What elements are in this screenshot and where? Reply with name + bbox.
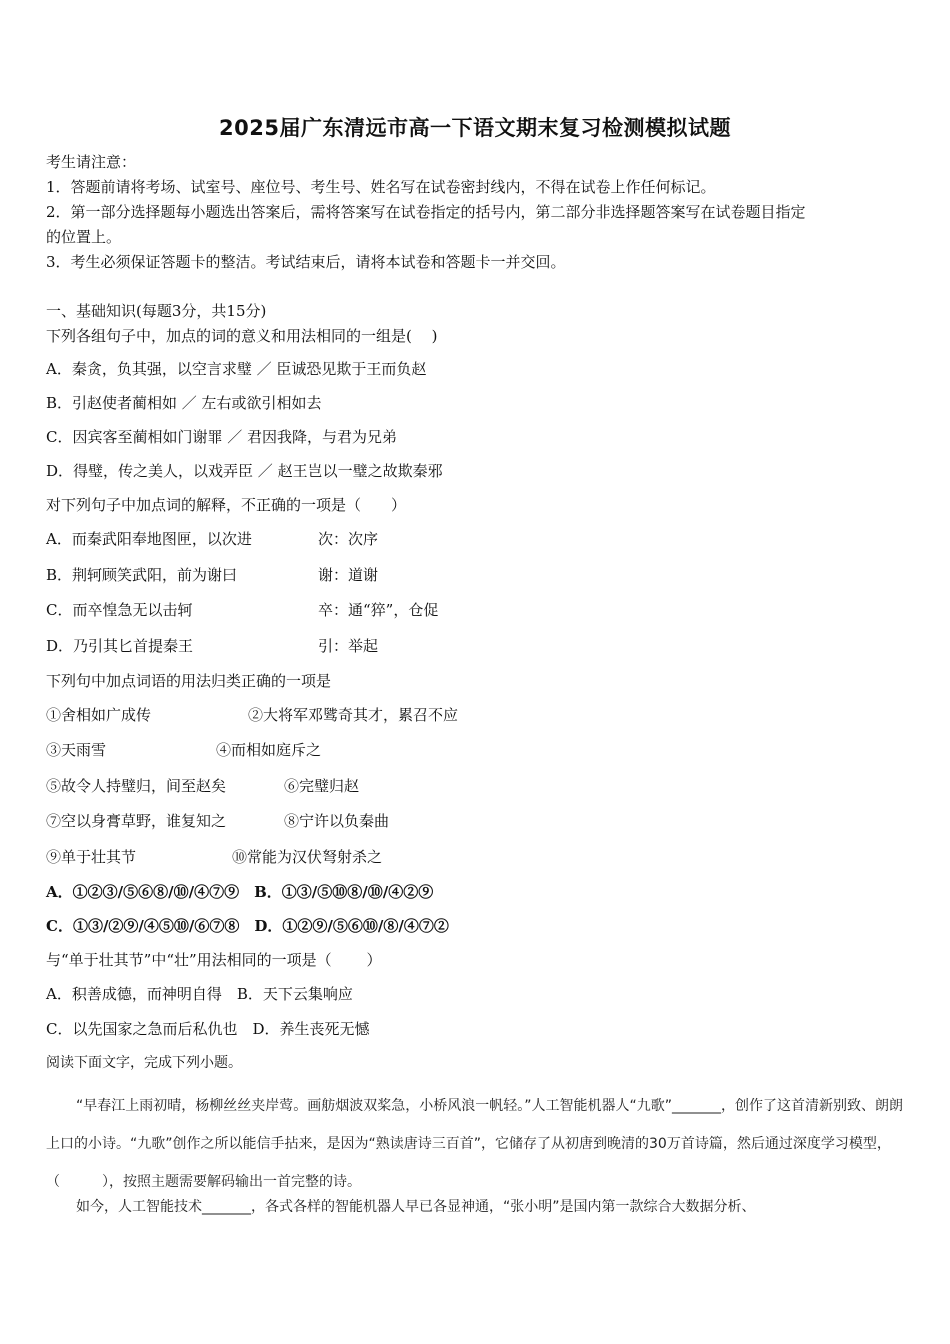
q3-item-5: ⑤故令人持璧归，间至赵矣	[46, 777, 227, 795]
notice-item-2: 2．第一部分选择题每小题选出答案后，需将答案写在试卷指定的括号内，第二部分非选择题答案写在试卷题目指定	[46, 203, 806, 221]
q2-option-b: B．荆轲顾笑武阳，前为谢曰	[46, 566, 238, 584]
q2-option-d: D．乃引其匕首提秦王	[46, 637, 194, 655]
q3-options-cd: C．①③/②⑨/④⑤⑩/⑥⑦⑧ D．①②⑨/⑤⑥⑩/⑧/④⑦②	[46, 917, 449, 935]
q3-item-8: ⑧宁许以负秦曲	[284, 812, 390, 830]
q2-option-c-gloss: 卒：通“猝”，仓促	[318, 601, 439, 619]
q1-option-b: B．引赵使者蔺相如 ／ 左右或欲引相如去	[46, 394, 322, 412]
q2-option-c: C．而卒惶急无以击轲	[46, 601, 193, 619]
notice-item-2-cont: 的位置上。	[46, 228, 122, 246]
q2-option-a: A．而秦武阳奉地图匣，以次进	[46, 530, 252, 548]
section-heading: 一、基础知识(每题3分，共15分)	[46, 302, 267, 320]
q3-item-7: ⑦空以身膏草野，谁复知之	[46, 812, 227, 830]
q1-option-a: A．秦贪，负其强，以空言求璧 ／ 臣诚恐见欺于王而负赵	[46, 360, 427, 378]
q3-item-6: ⑥完璧归赵	[284, 777, 360, 795]
q3-item-3: ③天雨雪	[46, 741, 107, 759]
q3-item-4: ④而相如庭斥之	[216, 741, 322, 759]
q1-option-d: D．得璧，传之美人，以戏弄臣 ／ 赵王岂以一璧之故欺秦邪	[46, 462, 443, 480]
q2-option-a-gloss: 次：次序	[318, 530, 379, 548]
q3-item-1: ①舍相如广成传	[46, 706, 152, 724]
notice-heading: 考生请注意：	[46, 153, 137, 171]
q3-item-10: ⑩常能为汉伏弩射杀之	[232, 848, 383, 866]
q2-stem: 对下列句子中加点词的解释，不正确的一项是（ ）	[46, 496, 407, 514]
q1-stem: 下列各组句子中，加点的词的意义和用法相同的一组是( )	[46, 327, 438, 345]
notice-item-3: 3．考生必须保证答题卡的整洁。考试结束后，请将本试卷和答题卡一并交回。	[46, 253, 566, 271]
q3-stem: 下列句中加点词语的用法归类正确的一项是	[46, 672, 332, 690]
notice-item-1: 1．答题前请将考场、试室号、座位号、考生号、姓名写在试卷密封线内，不得在试卷上作任何标记。	[46, 178, 716, 196]
q3-item-2: ②大将军邓骘奇其才，累召不应	[248, 706, 459, 724]
q3-options-ab: A．①②③/⑤⑥⑧/⑩/④⑦⑨ B．①③/⑤⑩⑧/⑩/④②⑨	[46, 883, 434, 901]
reading-paragraph-2: 如今，人工智能技术_______，各式各样的智能机器人早已各显神通，“张小明”是国内第一款综合大数据分析、	[76, 1199, 756, 1215]
q3-item-9: ⑨单于壮其节	[46, 848, 137, 866]
q4-options-cd: C．以先国家之急而后私仇也 D．养生丧死无憾	[46, 1020, 370, 1038]
q1-option-c: C．因宾客至蔺相如门谢罪 ／ 君因我降，与君为兄弟	[46, 428, 398, 446]
reading-paragraph-1: “早春江上雨初晴，杨柳丝丝夹岸莺。画舫烟波双桨急，小桥风浪一帆轻。”人工智能机器人“九歌”_______，创作了这首清新别致、朗朗上口的小诗。“九歌”创作之所以能信手拈来，是因为“熟读唐诗三百首”，它储存了从初唐到晚清的30万首诗篇，然后通过深度学习模型，（ ），按照主题需要解码输出一首完整的诗。	[46, 1098, 904, 1190]
reading-intro: 阅读下面文字，完成下列小题。	[46, 1055, 242, 1071]
q2-option-b-gloss: 谢：道谢	[318, 566, 379, 584]
q4-stem: 与“单于壮其节”中“壮”用法相同的一项是（ ）	[46, 951, 382, 969]
q4-options-ab: A．积善成德，而神明自得 B．天下云集响应	[46, 985, 353, 1003]
page-title: 2025届广东清远市高一下语文期末复习检测模拟试题	[219, 116, 731, 140]
q2-option-d-gloss: 引：举起	[318, 637, 379, 655]
